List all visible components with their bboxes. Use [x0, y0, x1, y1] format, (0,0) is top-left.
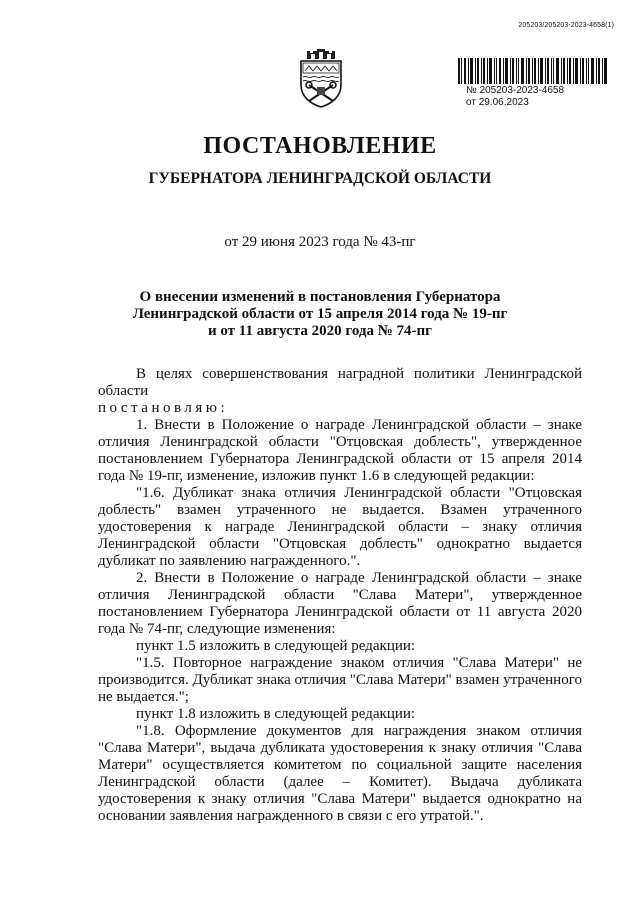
item-1-quote: "1.6. Дубликат знака отличия Ленинградской области "Отцовская доблесть" взамен утраченного не выдается. Взамен утраченного удостоверения к награде Ленинградской области – знаку отличия Ленинградской области "Отцовская доблесть" однократно выдается дубликат по заявлению награжденного.". [98, 485, 582, 569]
barcode-icon [458, 58, 608, 84]
document-subtitle: ГУБЕРНАТОРА ЛЕНИНГРАДСКОЙ ОБЛАСТИ [148, 170, 492, 187]
decree-subject [120, 289, 520, 340]
item-2-subitem-2-quote: "1.8. Оформление документов для награждения знаком отличия "Слава Матери", выдача дубликата удостоверения к знаку отличия "Слава Матери" осуществляется комитетом по социальной защите населения Ленинградской области (далее – Комитет). Выдача дубликата удостоверения к знаку отличия "Слава Матери" выдается однократно на основании заявления награжденного в связи с его утратой.". [98, 723, 582, 824]
intro-paragraph [98, 366, 582, 400]
decree-word-line [98, 400, 582, 417]
document-reference: 205203/205203-2023-4658(1) [518, 22, 614, 29]
decree-body [98, 366, 582, 825]
subject-line: О внесении изменений в постановления Губернатора [139, 289, 501, 305]
coat-of-arms-icon [293, 47, 349, 109]
item-2-subitem-1-intro: пункт 1.5 изложить в следующей редакции: [136, 638, 416, 654]
registration-number: № 205203-2023-4658 [466, 85, 565, 96]
item-2-subitem-1-quote: "1.5. Повторное награждение знаком отличия "Слава Матери" не производится. Дубликат знака отличия "Слава Матери" взамен утраченного не выдается."; [98, 655, 582, 705]
document-title: ПОСТАНОВЛЕНИЕ [203, 133, 437, 159]
registration-info [466, 85, 564, 109]
subject-line: Ленинградской области от 15 апреля 2014 года № 19-пг [132, 306, 508, 322]
item-2-paragraph: 2. Внести в Положение о награде Ленинградской области – знаке отличия Ленинградской области "Слава Матери", утвержденное постановлением Губернатора Ленинградской области от 11 августа 2020 года № 74-пг, следующие изменения: [98, 570, 582, 637]
intro-text: В целях совершенствования наградной политики Ленинградской области [98, 366, 582, 399]
item-2-subitem-2-intro: пункт 1.8 изложить в следующей редакции: [136, 706, 416, 722]
decree-date-number: от 29 июня 2023 года № 43-пг [224, 234, 416, 250]
subject-line: и от 11 августа 2020 года № 74-пг [207, 323, 432, 339]
registration-date: от 29.06.2023 [466, 97, 529, 108]
item-1-paragraph: 1. Внести в Положение о награде Ленинградской области – знаке отличия Ленинградской области "Отцовская доблесть", утвержденное постановлением Губернатора Ленинградской области от 15 апреля 2014 года № 19-пг, изменение, изложив пункт 1.6 в следующей редакции: [98, 417, 582, 484]
decree-word: постановляю: [98, 400, 229, 416]
